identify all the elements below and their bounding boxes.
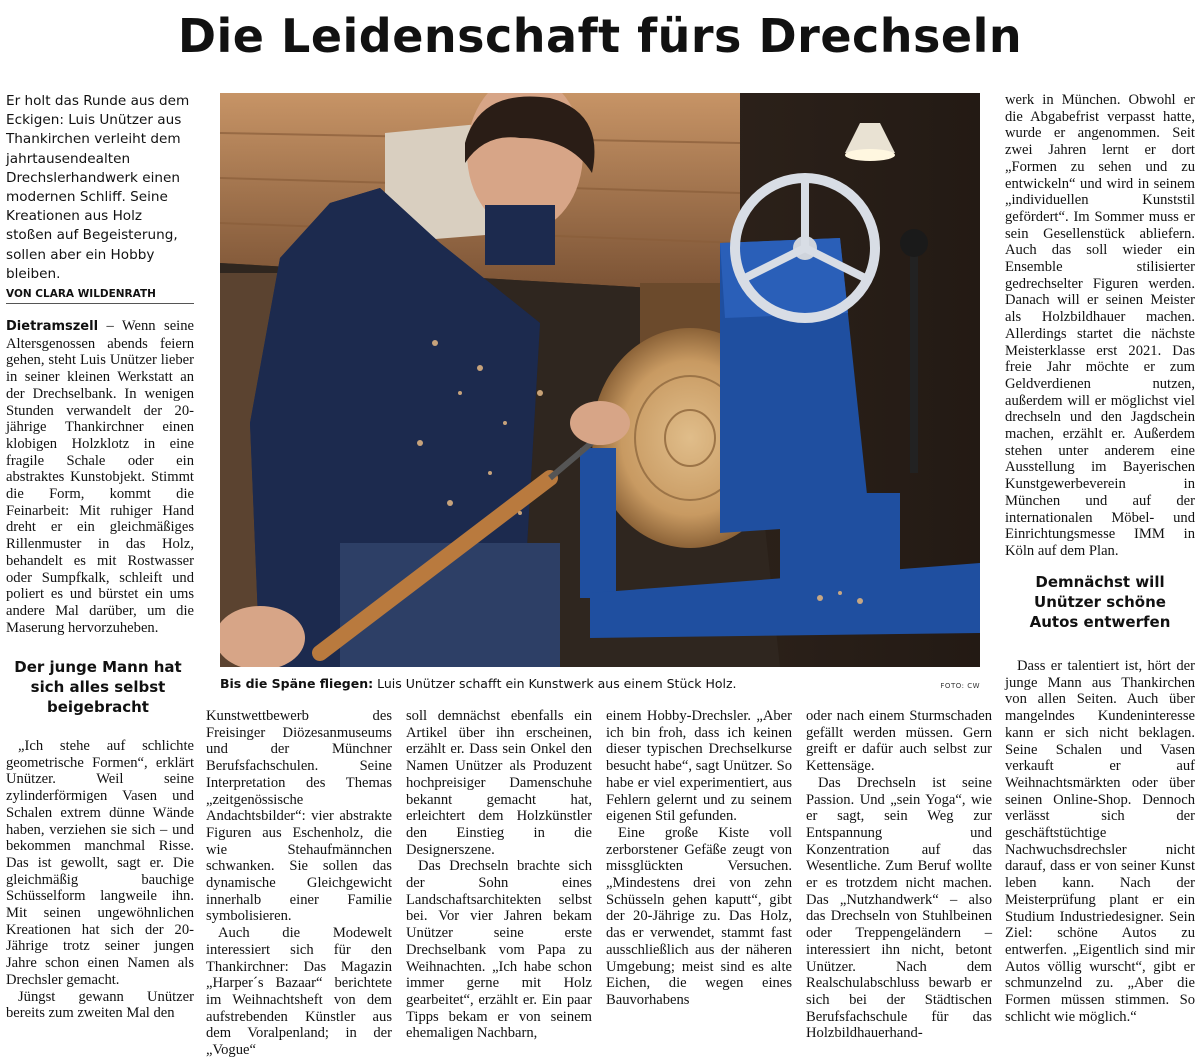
paragraph: Dass er talentiert ist, hört der junge Mann aus Thankirchen von allen Seiten. Auch über mangelndes Kundeninteresse kann er sich nicht beklagen. Seine Schalen und Vasen verkauft er auf Weihnachtsmärkten oder über seinen Online-Shop. Dennoch verlässt sich der geschäftstüchtige Nachwuchsdrechsler nicht darauf, dass er von seiner Kunst leben kann. Nach der Meisterprüfung plant er ein Studium Industriedesigner. Sein Ziel: schöne Autos zu entwerfen. „Eigentlich sind mir Autos völlig wurscht“, gibt er schmunzelnd zu. „Aber die Formen müssen stimmen. So schlicht wie möglich.“ xyxy=(1005,658,1195,1025)
paragraph: Kunstwettbewerb des Freisinger Diözesanmuseums und der Münchner Berufsfachschulen. Seine Interpretation des Themas „zeitgenössische Andachtsbilder“: vier abstrakte Figuren aus Eschenholz, die wie Stehaufmännchen schwanken. Sie sollen das dynamische Gleichgewicht innerhalb einer Familie symbolisieren. xyxy=(206,708,392,925)
column-3 xyxy=(406,708,592,1042)
column-2 xyxy=(206,708,392,1059)
column-1-lower xyxy=(6,738,194,1022)
byline: VON CLARA WILDENRATH xyxy=(6,287,194,304)
photo-credit: FOTO: CW xyxy=(940,682,980,690)
paragraph: einem Hobby-Drechsler. „Aber ich bin froh, dass ich keinen dieser typischen Drechselkurse besucht habe“, sagt Unützer. So habe er viel experimentiert, aus Fehlern gelernt und zu seinem eigenen Stil gefunden. xyxy=(606,708,792,825)
paragraph: oder nach einem Sturmschaden gefällt werden müssen. Gern greift er dafür auch selbst zur Kettensäge. xyxy=(806,708,992,775)
lathe-photo xyxy=(220,93,980,667)
column-6-upper xyxy=(1005,92,1195,560)
photo-caption xyxy=(220,675,980,693)
column-4 xyxy=(606,708,792,1009)
headline: Die Leidenschaft fürs Drechseln xyxy=(177,9,1023,63)
paragraph: soll demnächst ebenfalls ein Artikel über ihn erscheinen, erzählt er. Dass sein Onkel den Namen Unützer als Produzent hochpreisiger Damenschuhe bekannt gemacht hat, erleichtert dem Holzkünstler den Einstieg in die Designerszene. xyxy=(406,708,592,858)
paragraph: Das Drechseln ist seine Passion. Und „sein Yoga“, wie er sagt, sein Weg zur Entspannung und Konzentration auf das Wesentliche. Zum Beruf wollte er es trotzdem nicht machen. Das „Nutzhandwerk“ – also das Drechseln von Stuhlbeinen oder Treppengeländern – interessiert ihn nicht, betont Unützer. Nach dem Realschulabschluss bewarb er sich bei der Städtischen Berufsfachschule für das Holzbildhauerhand- xyxy=(806,774,992,1042)
paragraph: Dietramszell – Wenn seine Altersgenossen abends feiern gehen, steht Luis Unützer lieber in seiner kleinen Werkstatt an der Drechselbank. In wenigen Stunden verwandelt der 20-jährige Thankirchner einen klobigen Holzklotz in eine fragile Schale oder ein abstraktes Kunstobjekt. Stimmt die Form, kommt die Feinarbeit: Mit ruhiger Hand dreht er ein gleichmäßiges Rillenmuster in das Holz, behandelt es mit Rostwasser oder Sumpfkalk, schleift und poliert es und bürstet ein ums andere Mal darüber, um die Maserung hervorzuheben. xyxy=(6,318,194,636)
subhead-cars: Demnächst will Unützer schöne Autos entwerfen xyxy=(1029,573,1171,631)
subhead-self-taught: Der junge Mann hat sich alles selbst beigebracht xyxy=(14,658,182,716)
paragraph: Das Drechseln brachte sich der Sohn eines Landschaftsarchitekten selbst bei. Vor vier Jahren bekam Unützer seine erste Drechselbank vom Papa zu Weihnachten. „Ich habe schon immer gerne mit Holz gearbeitet“, erzählt er. Ein paar Tipps bekam er von seinem ehemaligen Nachbarn, xyxy=(406,858,592,1042)
paragraph: werk in München. Obwohl er die Abgabefrist verpasst hatte, wurde er angenommen. Seit zwei Jahren lernt er dort „Formen zu sehen und zu entwickeln“ und wird in seinem „individuellen Kunststil gefördert“. Im Sommer muss er sein Gesellenstück abliefern. Auch das soll wieder ein Ensemble stilisierter gedrechselter Figuren werden. Danach will er seinen Meister als Holzbildhauer machen. Allerdings startet die nächste Meisterklasse erst 2021. Das freie Jahr möchte er zum Geldverdienen nutzen, außerdem will er möglichst viel drechseln und den Jagdschein machen, erzählt er. Außerdem stehen unter anderem eine Ausstellung im Bayerischen Kunstgewerbeverein in München und auf der internationalen Möbel- und Einrichtungsmesse IMM in Köln auf dem Plan. xyxy=(1005,92,1195,559)
column-5 xyxy=(806,708,992,1042)
paragraph: „Ich stehe auf schlichte geometrische Formen“, erklärt Unützer. Weil seine zylinderförmigen Vasen und Schalen extrem dünne Wände haben, verziehen sie sich – und bekommen manchmal Risse. Das ist gewollt, sagt er. Die gleichmäßig bauchige Schüsselform langweile ihn. Mit seinen ungewöhnlichen Kreationen hat sich der 20-Jährige trotz seiner jungen Jahre schon einen Namen als Drechsler gemacht. xyxy=(6,738,194,988)
article-lead: Er holt das Runde aus dem Eckigen: Luis Unützer aus Thankirchen verleiht dem jahrtausendealten Drechslerhandwerk einen modernen Schliff. Seine Kreationen aus Holz stoßen auf Begeisterung, sollen aber ein Hobby bleiben. xyxy=(6,93,190,282)
paragraph: Auch die Modewelt interessiert sich für den Thankirchner: Das Magazin „Harper´s Bazaar“ berichtete im Weihnachtsheft von dem aufstrebenden Künstler aus dem Voralpenland; in der „Vogue“ xyxy=(206,925,392,1059)
caption-label: Bis die Späne fliegen: xyxy=(220,676,374,691)
dateline: Dietramszell xyxy=(6,319,99,334)
paragraph: Eine große Kiste voll zerborstener Gefäße zeugt von missglückten Versuchen. „Mindestens drei von zehn Schüsseln gehen kaputt“, gibt der 20-Jährige zu. Das Holz, das er verwendet, stammt fast ausschließlich aus der näheren Umgebung; meist sind es alte Eichen, die wegen eines Bauvorhabens xyxy=(606,824,792,1008)
paragraph: Jüngst gewann Unützer bereits zum zweiten Mal den xyxy=(6,988,194,1022)
column-6-lower xyxy=(1005,658,1195,1025)
caption-text: Luis Unützer schafft ein Kunstwerk aus einem Stück Holz. xyxy=(373,676,737,691)
column-1-upper xyxy=(6,318,194,636)
